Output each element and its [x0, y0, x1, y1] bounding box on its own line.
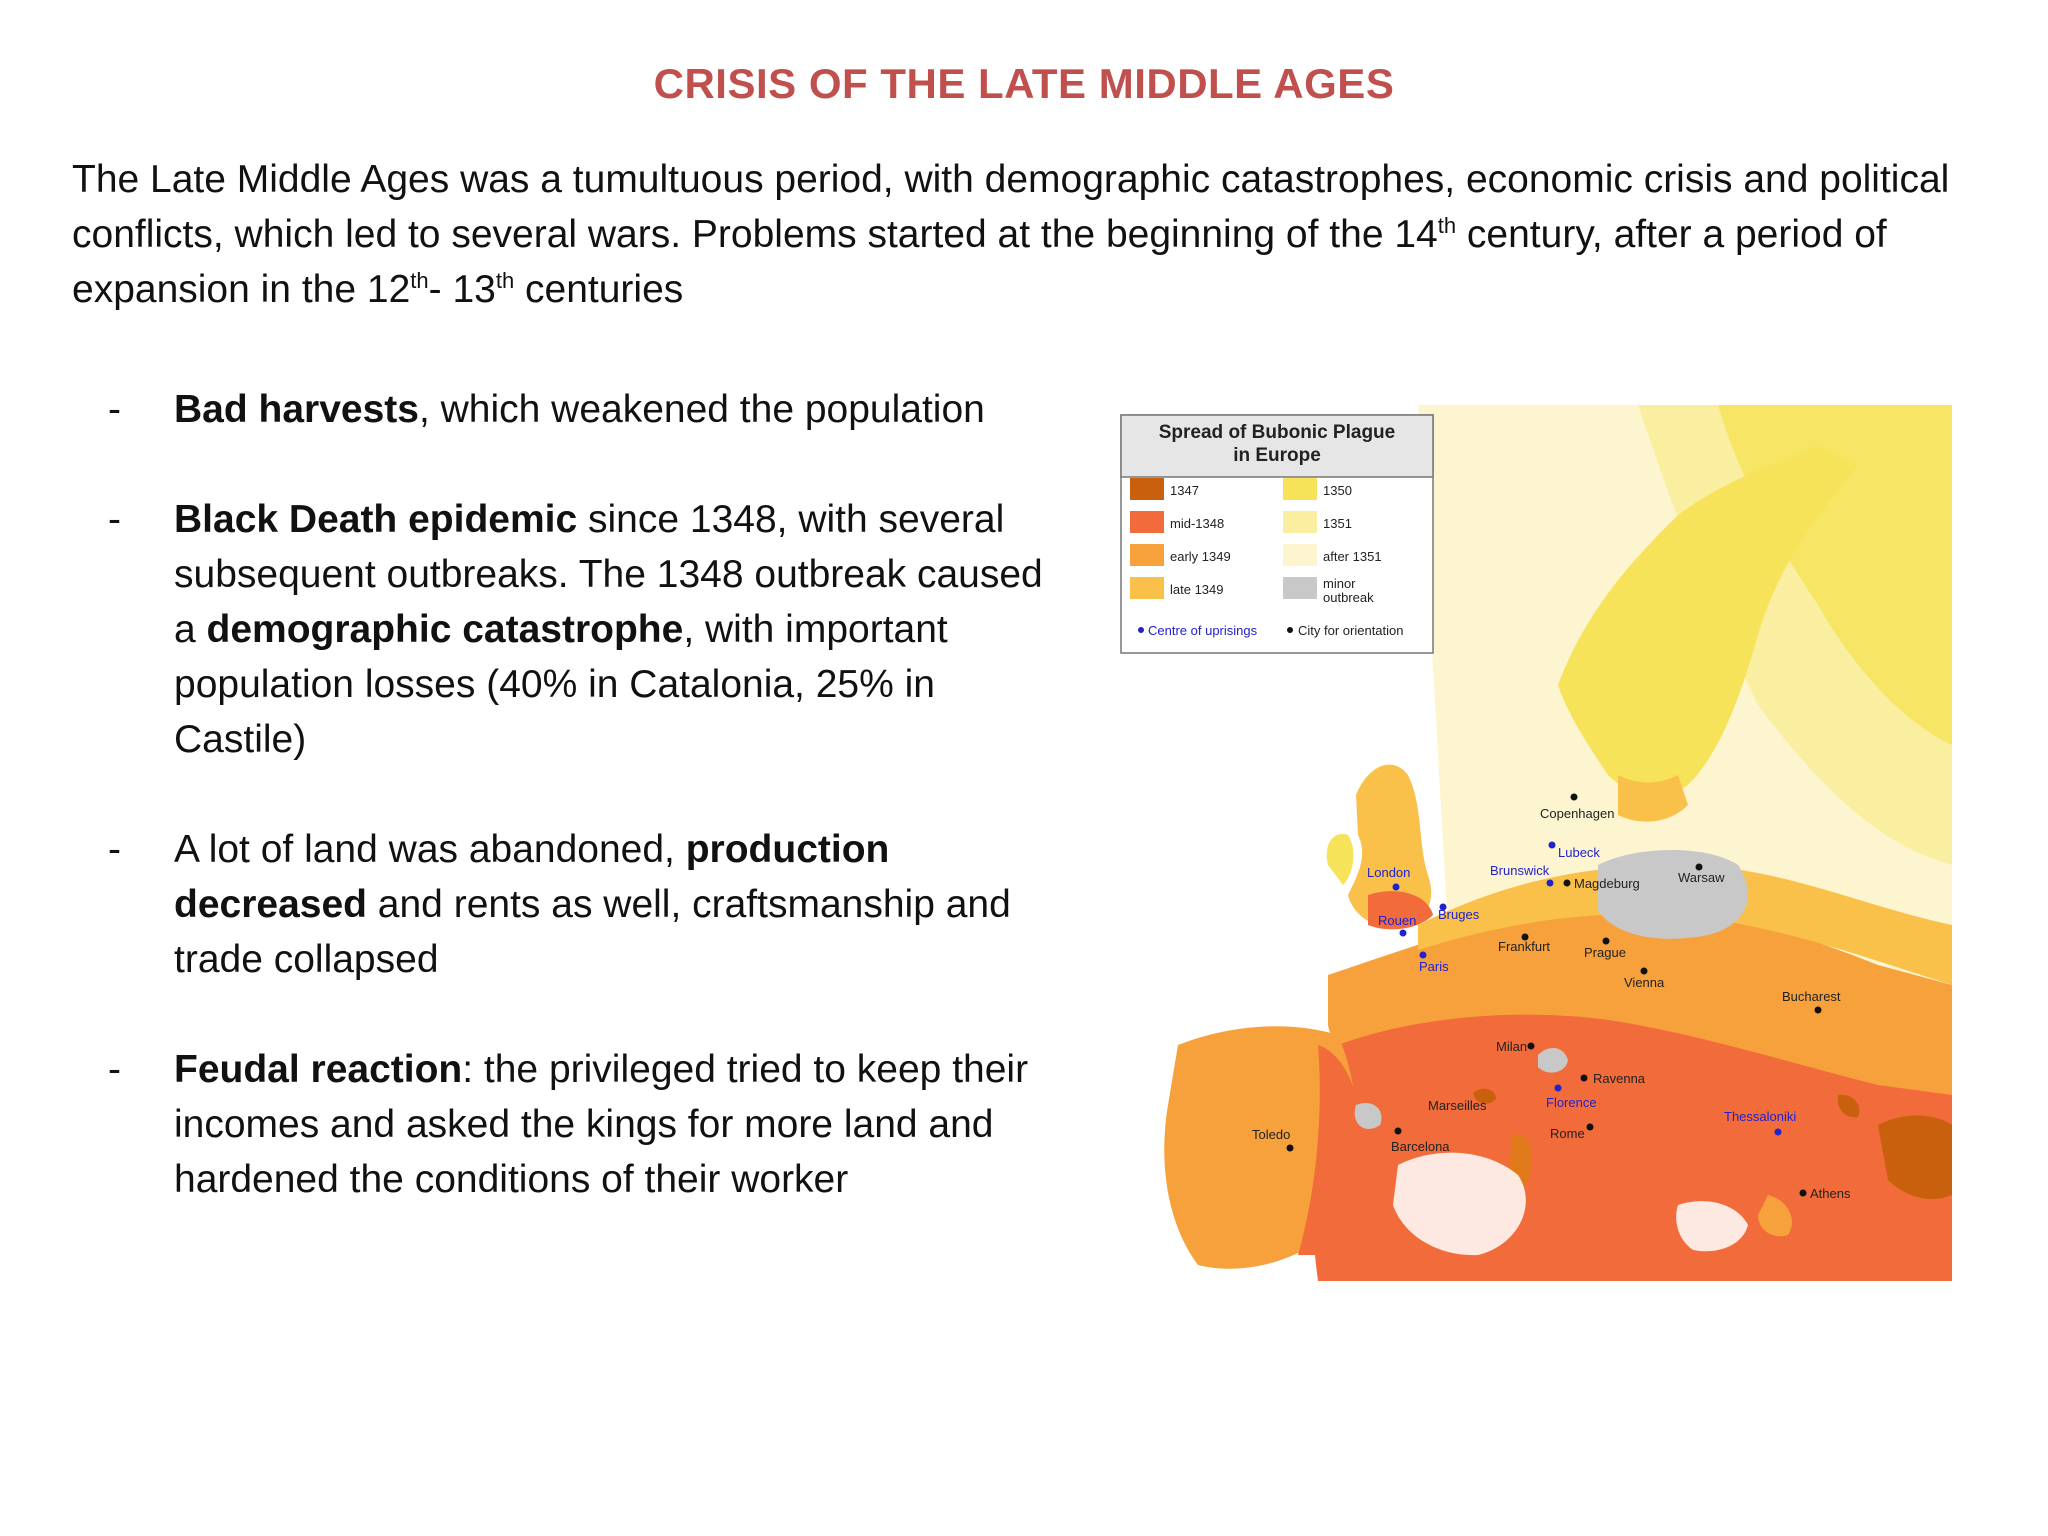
intro-text-3: - 13 — [428, 268, 496, 311]
legend-swatch — [1283, 577, 1317, 599]
legend-title-line2: in Europe — [1233, 445, 1321, 466]
intro-text-2: century, after a period of expansion in the 12 — [72, 213, 1887, 311]
city-vienna: Vienna — [1624, 975, 1665, 990]
legend-title-line1: Spread of Bubonic Plague — [1158, 422, 1396, 443]
bullet-bold: Bad harvests — [174, 388, 419, 431]
bullet-dash: - — [108, 498, 121, 541]
city-brunswick: Brunswick — [1490, 863, 1550, 878]
legend-swatch — [1283, 544, 1317, 566]
legend-label: minor — [1323, 576, 1356, 591]
city-toledo: Toledo — [1252, 1127, 1291, 1142]
intro-text-4: centuries — [514, 268, 684, 311]
legend-label: after 1351 — [1323, 549, 1382, 564]
bullet-bold: Black Death epidemic — [174, 498, 578, 541]
city-london: London — [1367, 865, 1411, 880]
city-marseilles: Marseilles — [1428, 1098, 1487, 1113]
legend-swatch — [1130, 478, 1164, 500]
legend-label: 1347 — [1170, 483, 1199, 498]
bullet-black-death — [108, 492, 1068, 767]
legend-swatch — [1130, 544, 1164, 566]
city-bucharest: Bucharest — [1782, 989, 1841, 1004]
city-prague: Prague — [1584, 945, 1626, 960]
bullet-list — [108, 382, 1068, 1207]
city-florence: Florence — [1546, 1095, 1597, 1110]
bullet-bad-harvests — [108, 382, 1068, 437]
legend-label: outbreak — [1323, 590, 1374, 605]
legend-swatch — [1130, 577, 1164, 599]
city-rouen: Rouen — [1378, 913, 1417, 928]
bullet-text-2: , with important population losses (40% in Catalonia, 25% in Castile) — [174, 608, 948, 761]
bullet-bold: Feudal reaction — [174, 1048, 463, 1091]
legend-swatch — [1283, 478, 1317, 500]
plague-map — [1118, 405, 1952, 1281]
bullet-dash: - — [108, 828, 121, 871]
intro-paragraph — [72, 152, 1972, 317]
city-milan: Milan — [1496, 1039, 1528, 1054]
bullet-text: and rents as well, craftsmanship and trade collapsed — [174, 883, 1011, 981]
city-warsaw: Warsaw — [1678, 870, 1725, 885]
legend-label: 1350 — [1323, 483, 1352, 498]
city-copenhagen: Copenhagen — [1540, 806, 1615, 821]
legend-swatch — [1130, 511, 1164, 533]
legend-label: mid-1348 — [1170, 516, 1225, 531]
bullet-bold: production decreased — [174, 828, 890, 926]
bullet-feudal-reaction — [108, 1042, 1068, 1207]
bullet-dash: - — [108, 388, 121, 431]
legend-label: 1351 — [1323, 516, 1352, 531]
bullet-text: : the privileged tried to keep their incomes and asked the kings for more land and hardened the conditions of their worker — [174, 1048, 1029, 1201]
city-thessaloniki: Thessaloniki — [1724, 1109, 1797, 1124]
plague-map-svg — [1118, 405, 1952, 1281]
city-paris: Paris — [1419, 959, 1449, 974]
city-athens: Athens — [1810, 1186, 1851, 1201]
city-rome: Rome — [1550, 1126, 1585, 1141]
intro-sup-2: th — [410, 268, 429, 293]
bullet-pre-text: A lot of land was abandoned, — [174, 828, 686, 871]
legend-label: early 1349 — [1170, 549, 1231, 564]
city-magdeburg: Magdeburg — [1574, 876, 1640, 891]
legend-orientation-label: City for orientation — [1298, 623, 1404, 638]
city-ravenna: Ravenna — [1593, 1071, 1646, 1086]
city-frankfurt: Frankfurt — [1498, 939, 1551, 954]
bullet-text: since 1348, with several subsequent outbreaks. The 1348 outbreak caused a — [174, 498, 1043, 651]
legend-label: late 1349 — [1170, 582, 1224, 597]
city-bruges: Bruges — [1438, 907, 1480, 922]
slide-title: CRISIS OF THE LATE MIDDLE AGES — [653, 60, 1395, 107]
city-barcelona: Barcelona — [1391, 1139, 1450, 1154]
bullet-text: , which weakened the population — [418, 388, 985, 431]
intro-sup-1: th — [1437, 213, 1457, 238]
legend-swatch — [1283, 511, 1317, 533]
legend-uprisings-label: Centre of uprisings — [1148, 623, 1258, 638]
bullet-land-abandoned — [108, 822, 1068, 987]
bullet-bold-2: demographic catastrophe — [206, 608, 684, 651]
bullet-dash: - — [108, 1048, 121, 1091]
intro-text-1: The Late Middle Ages was a tumultuous period, with demographic catastrophes, economic crisis and political conflicts, which led to several wars. Problems started at the beginning of the 14 — [72, 158, 1950, 256]
intro-sup-3: th — [495, 268, 515, 293]
city-lubeck: Lubeck — [1558, 845, 1600, 860]
